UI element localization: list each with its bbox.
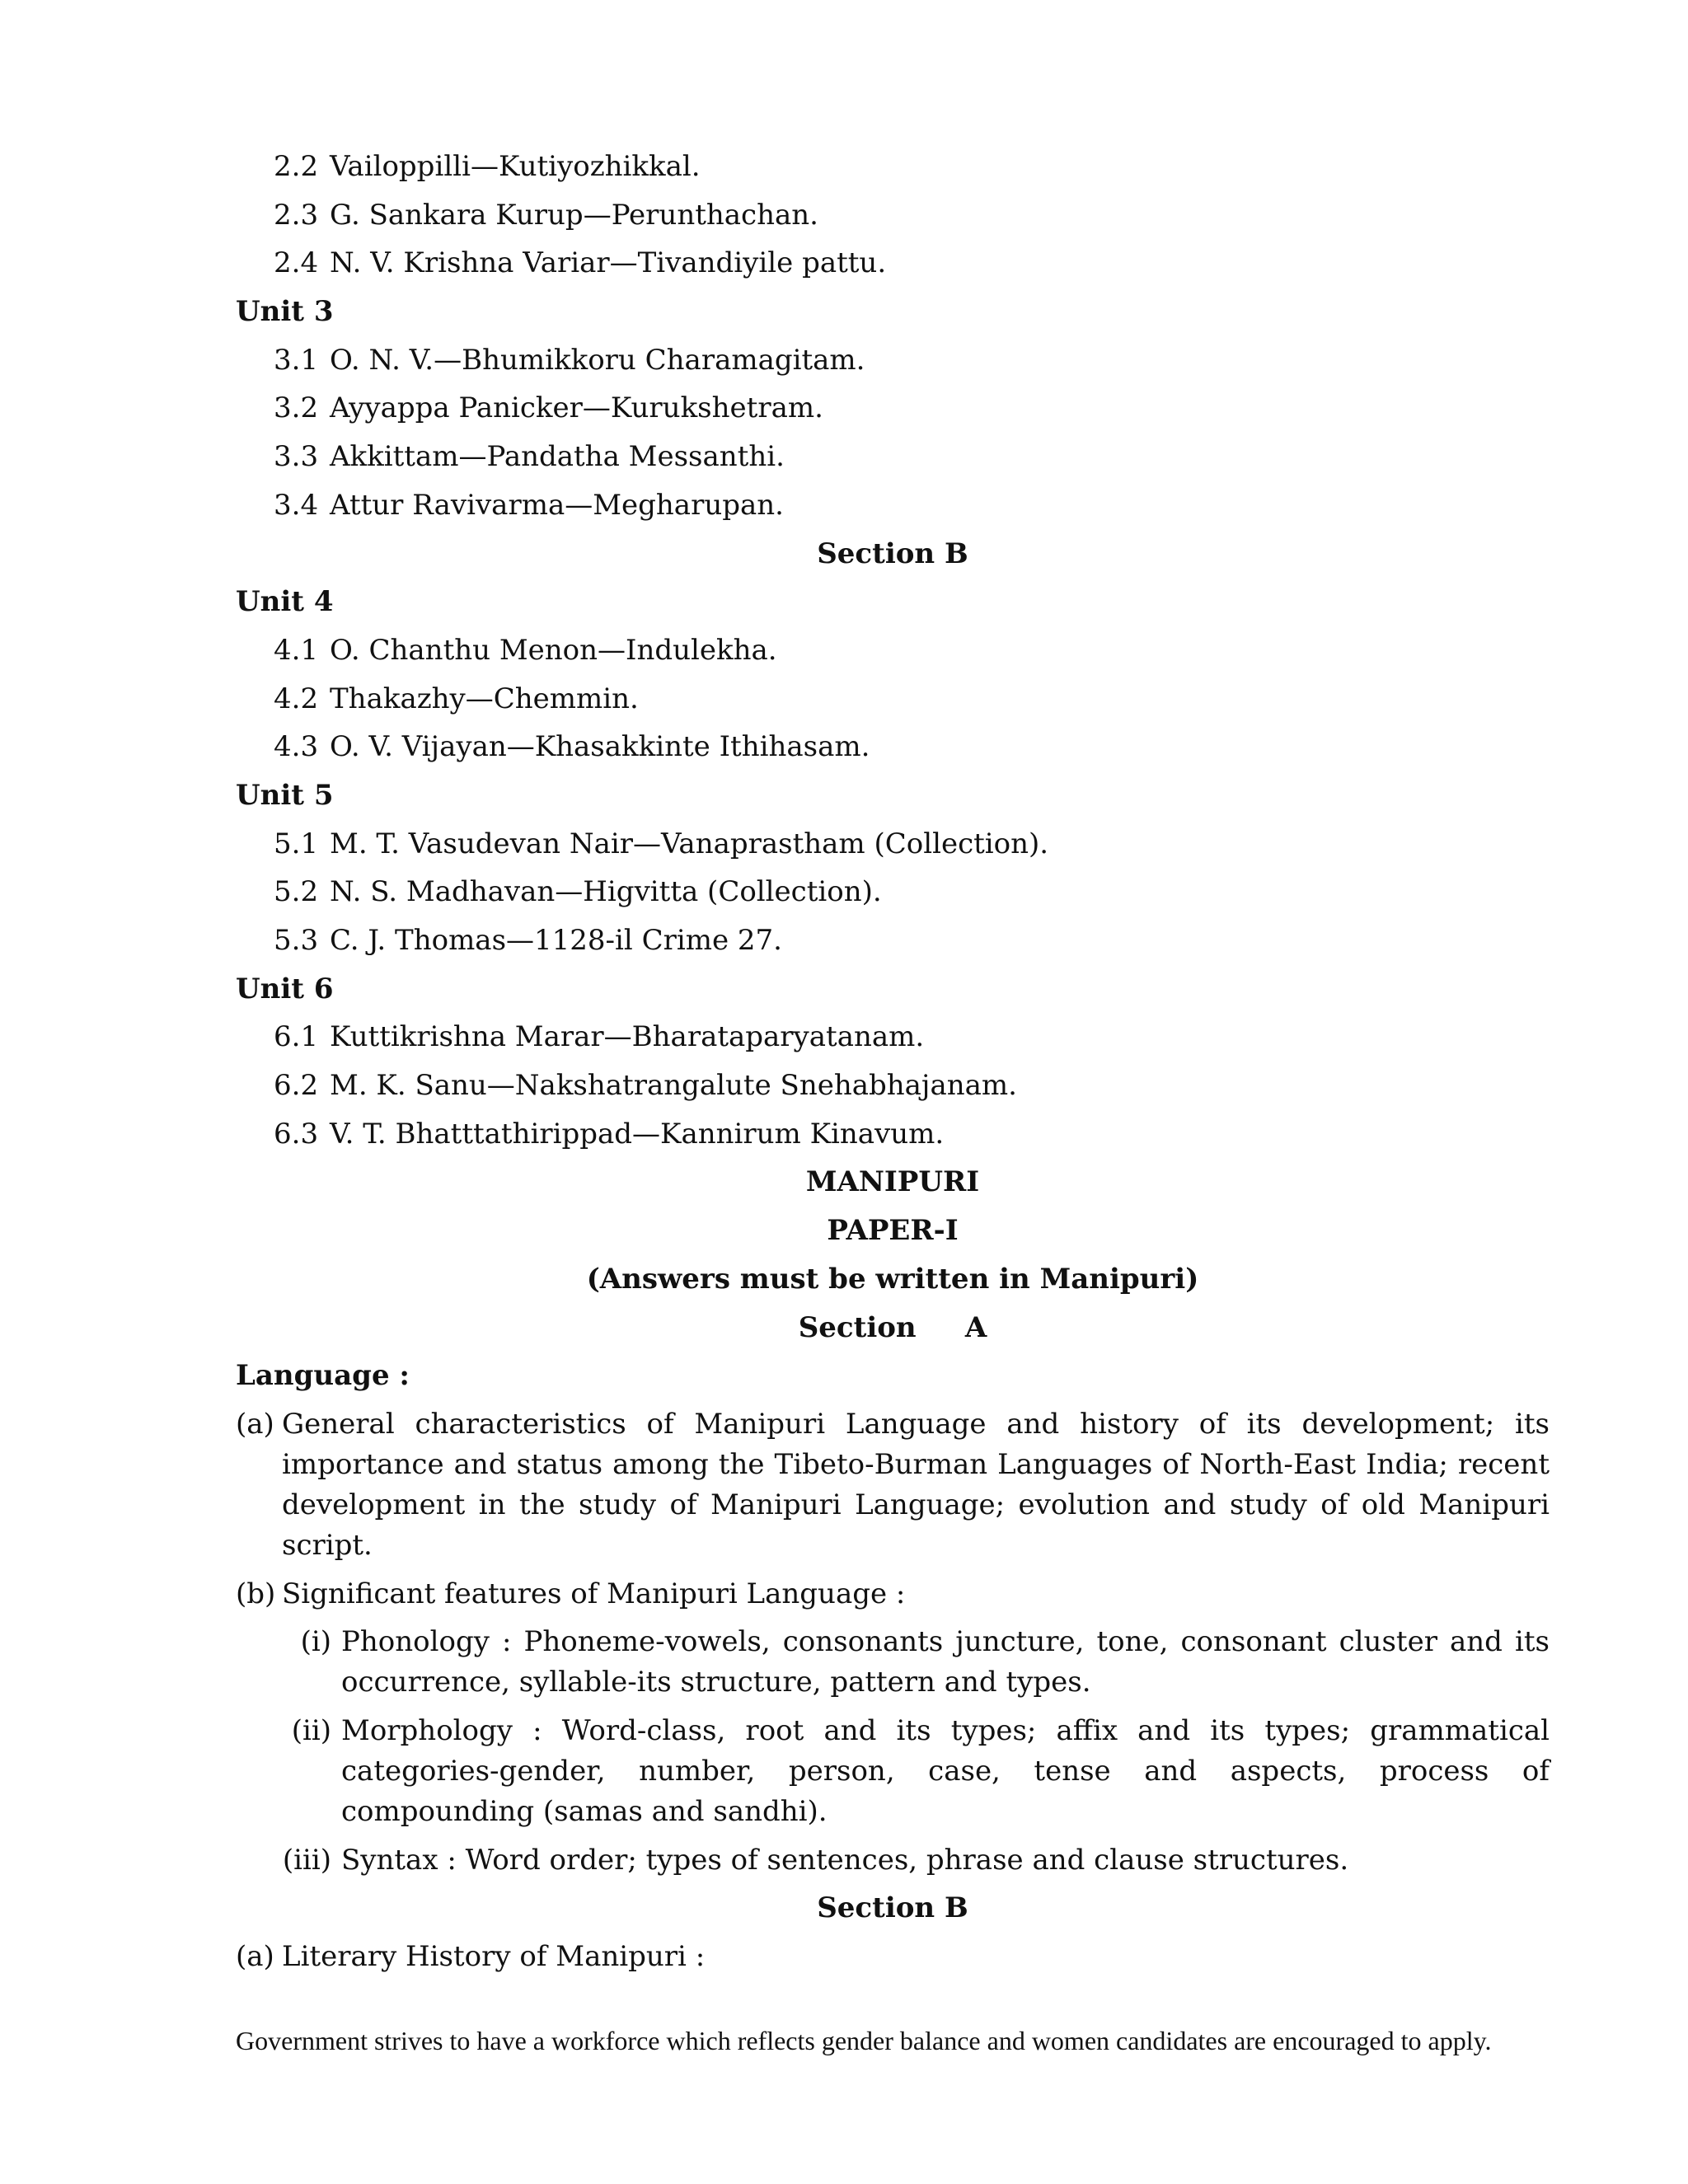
- sub-item-label: (ii): [291, 1713, 331, 1747]
- item-number: 2.2: [274, 150, 319, 183]
- answer-instruction: (Answers must be written in Manipuri): [586, 1262, 1199, 1296]
- footer-note: Government strives to have a workforce which reflects gender balance and women candidates are encouraged to apply.: [236, 2026, 1492, 2055]
- item-number: 3.4: [274, 488, 319, 522]
- item-text: Attur Ravivarma—Megharupan.: [330, 488, 784, 522]
- paper-title: PAPER-I: [827, 1214, 959, 1248]
- list-item: [236, 147, 1550, 195]
- list-item: [236, 630, 1550, 679]
- paragraph-text: Significant features of Manipuri Language :: [282, 1577, 906, 1610]
- item-number: 3.1: [274, 343, 319, 377]
- section-a-text: Section A: [798, 1310, 987, 1344]
- list-item: [236, 485, 1550, 534]
- sub-item-iii: [236, 1840, 1550, 1881]
- section-a-heading: [236, 1308, 1550, 1357]
- item-text: N. S. Madhavan—Higvitta (Collection).: [330, 875, 882, 909]
- section-b-heading: Section B: [817, 537, 968, 570]
- language-heading: Language :: [236, 1359, 410, 1393]
- item-text: V. T. Bhatttathirippad—Kannirum Kinavum.: [330, 1117, 945, 1151]
- item-text: Kuttikrishna Marar—Bharataparyatanam.: [330, 1020, 925, 1054]
- item-text: C. J. Thomas—1128-il Crime 27.: [330, 924, 782, 957]
- item-text: O. N. V.—Bhumikkoru Charamagitam.: [330, 343, 865, 377]
- item-text: Akkittam—Pandatha Messanthi.: [330, 440, 785, 474]
- paragraph-a: [236, 1404, 1550, 1566]
- unit-6-heading: Unit 6: [236, 972, 334, 1005]
- item-number: 3.3: [274, 440, 319, 474]
- sub-item-label: (iii): [282, 1843, 331, 1877]
- paragraph-label: (a): [236, 1407, 274, 1441]
- item-text: N. V. Krishna Variar—Tivandiyile pattu.: [330, 246, 887, 280]
- list-item: [236, 1114, 1550, 1163]
- literary-history: [236, 1937, 1550, 1977]
- list-item: [236, 679, 1550, 728]
- list-item: [236, 340, 1550, 389]
- item-text: Thakazhy—Chemmin.: [330, 682, 639, 715]
- item-number: 6.2: [274, 1069, 319, 1103]
- unit-4-heading: Unit 4: [236, 585, 334, 619]
- list-item: [236, 872, 1550, 921]
- item-number: 4.1: [274, 633, 319, 667]
- item-number: 6.3: [274, 1117, 319, 1151]
- item-number: 5.1: [274, 827, 319, 860]
- sub-item-ii: [236, 1711, 1550, 1832]
- item-text: Ayyappa Panicker—Kurukshetram.: [330, 391, 823, 425]
- syllabus-content: [236, 147, 1550, 1985]
- manipuri-title: MANIPURI: [805, 1165, 980, 1199]
- sub-item-text: Morphology : Word-class, root and its types; affix and its types; grammatical categories-gender, number, person, case, tense and aspects, process of compounding (samas and sandhi).: [341, 1713, 1550, 1828]
- unit-3-heading: Unit 3: [236, 295, 334, 329]
- item-number: 5.3: [274, 924, 319, 957]
- list-item: [236, 727, 1550, 776]
- item-text: M. T. Vasudevan Nair—Vanaprastham (Collection).: [330, 827, 1049, 860]
- item-text: Vailoppilli—Kutiyozhikkal.: [330, 150, 701, 183]
- item-text: O. Chanthu Menon—Indulekha.: [330, 633, 777, 667]
- unit-5-heading: Unit 5: [236, 778, 334, 812]
- list-item: [236, 388, 1550, 437]
- list-item: [236, 243, 1550, 292]
- item-text: M. K. Sanu—Nakshatrangalute Snehabhajanam.: [330, 1069, 1017, 1103]
- paragraph-label: (b): [236, 1577, 276, 1610]
- list-item: [236, 1017, 1550, 1066]
- item-text: G. Sankara Kurup—Perunthachan.: [330, 198, 818, 232]
- paragraph-label: (a): [236, 1940, 274, 1973]
- paragraph-text: Literary History of Manipuri :: [282, 1940, 706, 1973]
- list-item: [236, 195, 1550, 244]
- sub-item-label: (i): [300, 1625, 331, 1659]
- list-item: [236, 824, 1550, 873]
- sub-item-i: [236, 1622, 1550, 1703]
- section-b-heading-2: Section B: [817, 1891, 968, 1925]
- item-number: 5.2: [274, 875, 319, 909]
- list-item: [236, 1066, 1550, 1114]
- item-text: O. V. Vijayan—Khasakkinte Ithihasam.: [330, 730, 870, 764]
- paragraph-text: General characteristics of Manipuri Language and history of its development; its importance and status among the Tibeto-Burman Languages of North-East India; recent development in the study of Manipuri Language; evolution and study of old Manipuri script.: [282, 1407, 1550, 1562]
- item-number: 2.3: [274, 198, 319, 232]
- sub-item-text: Phonology : Phoneme-vowels, consonants juncture, tone, consonant cluster and its occurrence, syllable-its structure, pattern and types.: [341, 1625, 1550, 1699]
- item-number: 2.4: [274, 246, 319, 280]
- paragraph-b: [236, 1574, 1550, 1615]
- list-item: [236, 437, 1550, 485]
- item-number: 4.2: [274, 682, 319, 715]
- item-number: 6.1: [274, 1020, 319, 1054]
- sub-item-text: Syntax : Word order; types of sentences, phrase and clause structures.: [341, 1843, 1349, 1877]
- item-number: 3.2: [274, 391, 319, 425]
- item-number: 4.3: [274, 730, 319, 764]
- list-item: [236, 921, 1550, 969]
